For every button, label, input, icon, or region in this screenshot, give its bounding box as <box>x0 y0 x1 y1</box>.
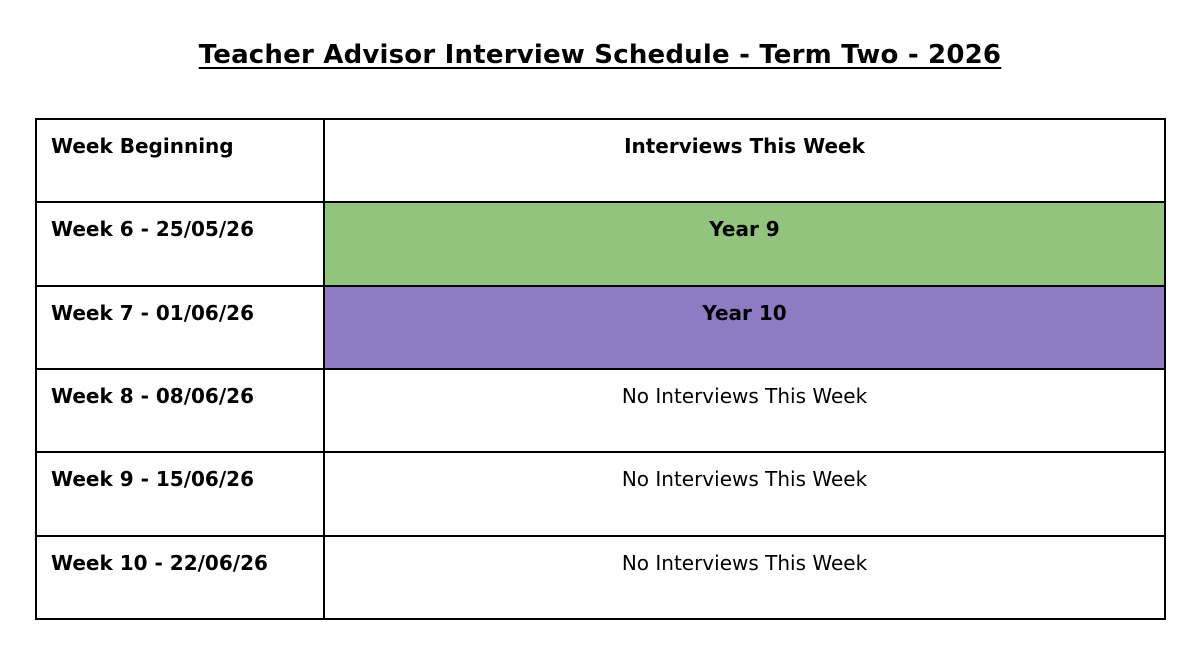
interviews-cell: Year 9 <box>324 202 1165 285</box>
table-row <box>36 369 1165 452</box>
header-interviews-this-week: Interviews This Week <box>324 119 1165 202</box>
table-row <box>36 202 1165 285</box>
interviews-cell: No Interviews This Week <box>324 536 1165 619</box>
table-row <box>36 536 1165 619</box>
page-title: Teacher Advisor Interview Schedule - Term Two - 2026 <box>198 40 1002 70</box>
week-cell: Week 8 - 08/06/26 <box>36 369 324 452</box>
table-row <box>36 286 1165 369</box>
interviews-cell: No Interviews This Week <box>324 452 1165 535</box>
week-cell: Week 7 - 01/06/26 <box>36 286 324 369</box>
header-week-beginning: Week Beginning <box>36 119 324 202</box>
week-cell: Week 10 - 22/06/26 <box>36 536 324 619</box>
interviews-cell: Year 10 <box>324 286 1165 369</box>
interviews-cell: No Interviews This Week <box>324 369 1165 452</box>
week-cell: Week 6 - 25/05/26 <box>36 202 324 285</box>
table-row <box>36 452 1165 535</box>
schedule-table <box>35 118 1166 620</box>
table-header-row <box>36 119 1165 202</box>
week-cell: Week 9 - 15/06/26 <box>36 452 324 535</box>
